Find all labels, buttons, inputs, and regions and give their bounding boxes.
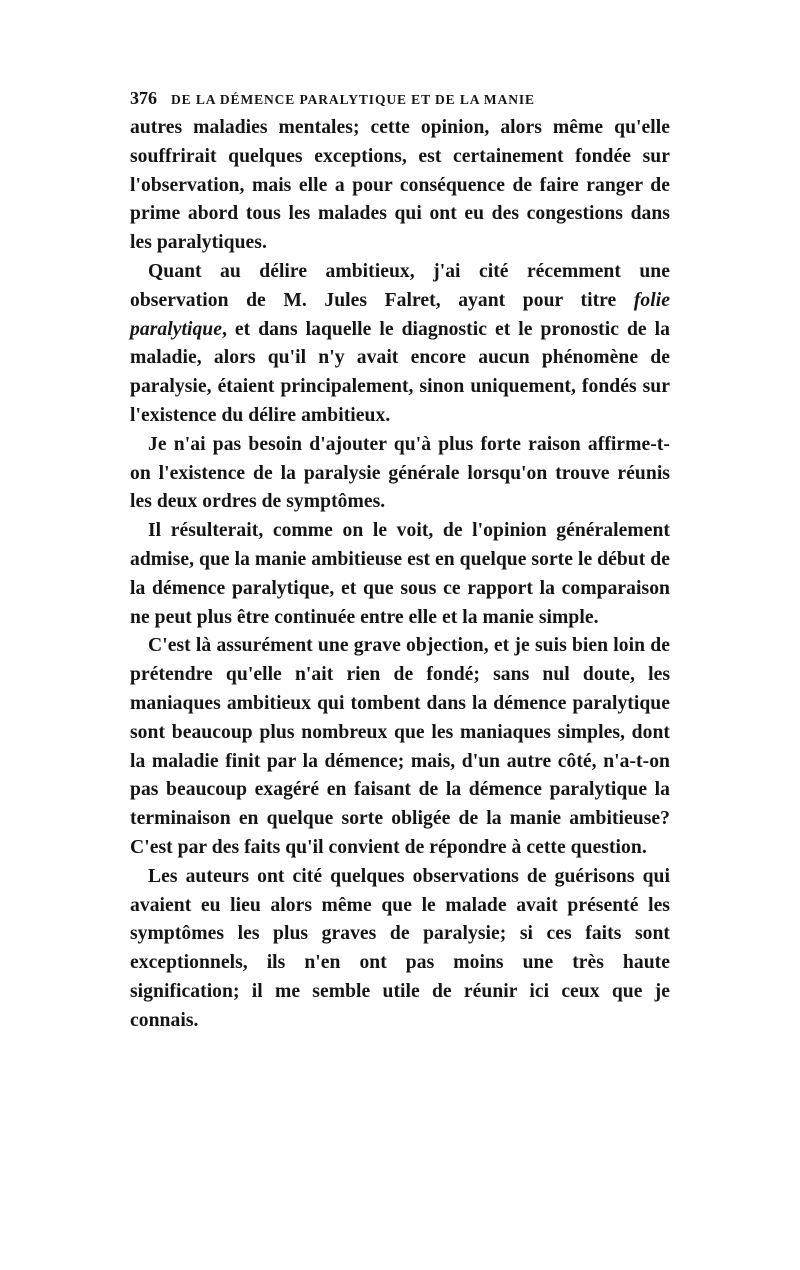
paragraph-continuation: autres maladies mentales; cette opinion, alors même qu'elle souffrirait quelques exceptions, est certainement fondée sur l'observation, mais elle a pour conséquence de faire ranger de prime abord tous les malades qui ont eu des congestions dans les paralytiques.: [130, 117, 670, 254]
paragraph-grave-objection: C'est là assurément une grave objection, et je suis bien loin de prétendre qu'elle n'ait rien de fondé; sans nul doute, les maniaques ambitieux qui tombent dans la démence paralytique sont beaucoup plus nombreux que les maniaques simples, dont la maladie finit par la démence; mais, d'un autre côté, n'a-t-on pas beaucoup exagéré en faisant de la démence paralytique la terminaison en quelque sorte obligée de la manie ambitieuse? C'est par des faits qu'il convient de répondre à cette question.: [130, 635, 670, 858]
paragraph-text: Quant au délire ambitieux, j'ai cité récemment une observation de M. Jules Falret, ayant pour titre: [130, 260, 670, 311]
running-title: DE LA DÉMENCE PARALYTIQUE ET DE LA MANIE: [171, 92, 535, 107]
running-head: [130, 88, 670, 114]
book-page: [130, 88, 670, 1036]
paragraph-observations-guerisons: Les auteurs ont cité quelques observations de guérisons qui avaient eu lieu alors même que le malade avait présenté les symptômes les plus graves de paralysie; si ces faits sont exceptionnels, ils n'en ont pas moins une très haute signification; il me semble utile de réunir ici ceux que je connais.: [130, 865, 670, 1031]
paragraph-paralysie-generale: Je n'ai pas besoin d'ajouter qu'à plus forte raison affirme-t-on l'existence de la paralysie générale lorsqu'on trouve réunis les deux ordres de symptômes.: [130, 433, 670, 513]
paragraph-text: , et dans laquelle le diagnostic et le pronostic de la maladie, alors qu'il n'y avait encore aucun phénomène de paralysie, étaient principalement, sinon uniquement, fondés sur l'existence du délire ambitieux.: [130, 318, 670, 426]
page-number: 376: [130, 88, 157, 108]
paragraph-delire-ambitieux: [130, 258, 670, 431]
italic-title: folie paralytique: [130, 289, 670, 340]
body-text: [130, 114, 670, 1036]
paragraph-opinion-admise: Il résulterait, comme on le voit, de l'opinion généralement admise, que la manie ambitieuse est en quelque sorte le début de la démence paralytique, et que sous ce rapport la comparaison ne peut plus être continuée entre elle et la manie simple.: [130, 520, 670, 628]
